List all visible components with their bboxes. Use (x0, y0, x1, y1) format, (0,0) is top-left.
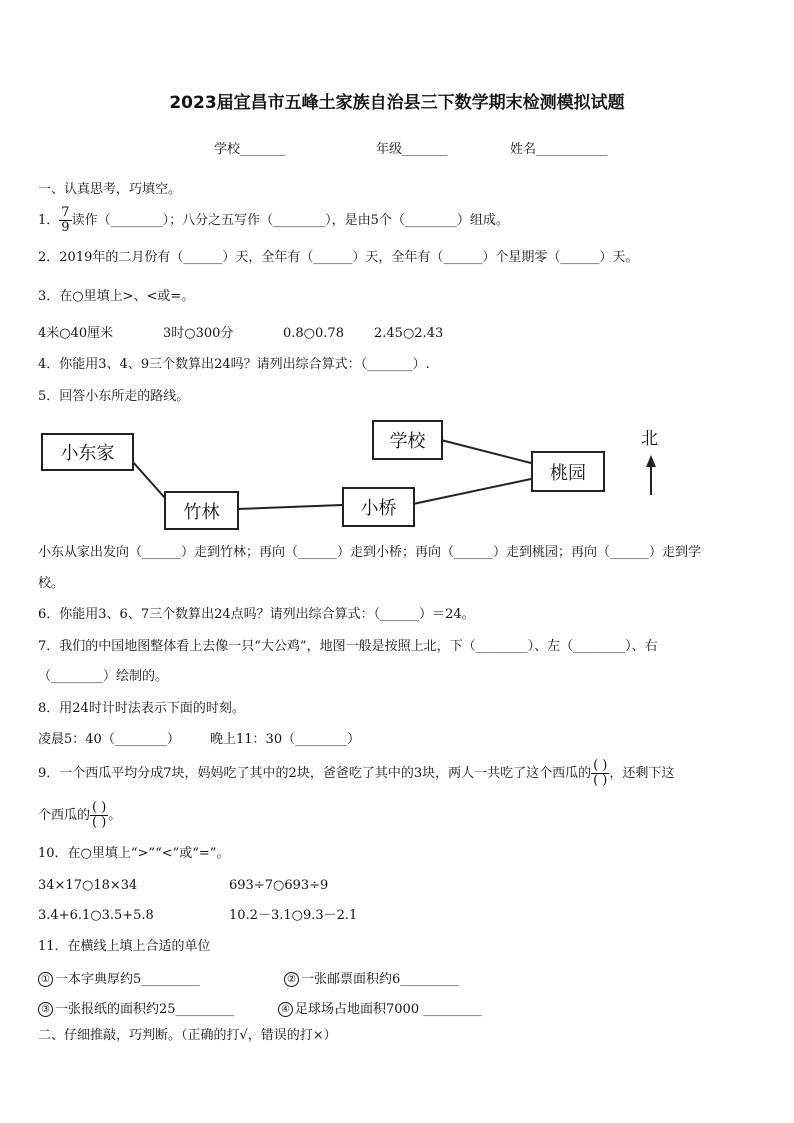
circled-number-4: ④ (278, 1002, 293, 1017)
q11-item-1 (38, 971, 200, 989)
question-2: 2．2019年的二月份有（______）天，全年有（______）天，全年有（______）个星期零（______）天。 (38, 250, 639, 265)
q3-item-4: 2.45○2.43 (374, 326, 444, 341)
q9-text-1: 9．一个西瓜平均分成7块，妈妈吃了其中的2块，爸爸吃了其中的3块，两人一共吃了这个西瓜的 (38, 766, 592, 781)
question-8: 8．用24时计时法表示下面的时刻。 (38, 701, 245, 716)
q9-text-1-end: ，还剩下这 (609, 766, 675, 781)
fraction-blank-eaten (591, 759, 609, 788)
fraction-denominator-blank: ( ) (593, 773, 608, 788)
q11-item-2-text: 一张邮票面积约6_________ (301, 972, 459, 987)
q8-item-b: 晚上11：30（________） (210, 732, 361, 747)
q11-item-1-text: 一本字典厚约5_________ (55, 972, 200, 987)
q10-item-1: 34×17○18×34 (38, 878, 138, 893)
circled-number-2: ② (284, 972, 299, 987)
q9-text-2: 个西瓜的 (38, 808, 91, 823)
q3-item-2: 3时○300分 (163, 326, 234, 341)
q11-item-4 (278, 1001, 482, 1019)
question-1-text: 读作（________）；八分之五写作（________），是由5个（________）组成。 (71, 213, 509, 228)
q3-item-1: 4米○40厘米 (38, 326, 114, 341)
school-field[interactable]: 学校_______ (214, 142, 286, 157)
q11-item-4-text: 足球场占地面积7000 _________ (295, 1002, 482, 1017)
route-home-bamboo (132, 461, 165, 498)
route-bamboo-bridge (237, 505, 342, 509)
fraction-denominator: 9 (61, 220, 70, 235)
map-box-school: 学校 (372, 420, 443, 460)
q11-item-2 (284, 971, 459, 989)
question-7-line-2: （________）绘制的。 (38, 669, 169, 684)
fraction-blank-left (90, 801, 108, 830)
page-title: 2023届宜昌市五峰土家族自治县三下数学期末检测模拟试题 (169, 93, 625, 113)
north-arrow-head (646, 455, 656, 467)
q11-item-3 (38, 1001, 234, 1019)
section-2-heading: 二、仔细推敲，巧判断。（正确的打√，错误的打×） (38, 1028, 337, 1043)
question-9-line-1 (38, 755, 674, 793)
q10-item-2: 693÷7○693÷9 (229, 878, 329, 893)
q8-item-a: 凌晨5：40（________） (38, 732, 180, 747)
fraction-numerator: 7 (61, 205, 70, 220)
fraction-numerator-blank: ( ) (92, 800, 107, 815)
north-label: 北 (641, 429, 658, 449)
route-school-peach (441, 440, 531, 463)
route-bridge-peach (413, 479, 531, 504)
question-6: 6．你能用3、6、7三个数算出24点吗？请列出综合算式：（______）＝24。 (38, 607, 475, 622)
q11-item-3-text: 一张报纸的面积约25_________ (55, 1002, 235, 1017)
question-3: 3．在○里填上>、<或=。 (38, 289, 195, 304)
question-9-line-2 (38, 797, 121, 835)
q9-text-2-end: 。 (108, 808, 122, 823)
q3-item-3: 0.8○0.78 (283, 326, 344, 341)
question-4: 4．你能用3、4、9三个数算出24吗？请列出综合算式：（_______）. (38, 357, 430, 372)
section-1-heading: 一、认真思考，巧填空。 (38, 182, 182, 197)
question-7-line-1: 7．我们的中国地图整体看上去像一只“大公鸡”，地图一般是按照上北，下（________）、左（________）、右 (38, 639, 658, 654)
map-box-home: 小东家 (41, 433, 134, 471)
grade-field[interactable]: 年级_______ (376, 142, 448, 157)
q5-answer-line-2: 校。 (38, 576, 65, 591)
circled-number-1: ① (38, 972, 53, 987)
fraction-numerator-blank: ( ) (593, 758, 608, 773)
question-11: 11．在横线上填上合适的单位 (38, 939, 211, 954)
question-5: 5．回答小东所走的路线。 (38, 389, 190, 404)
q10-item-4: 10.2－3.1○9.3－2.1 (229, 908, 358, 923)
name-field[interactable]: 姓名___________ (510, 142, 608, 157)
question-10: 10．在○里填上“>”“<”或“=”。 (38, 846, 230, 861)
map-box-peach: 桃园 (531, 451, 605, 492)
map-box-bamboo: 竹林 (164, 491, 239, 530)
map-box-bridge: 小桥 (342, 487, 415, 527)
circled-number-3: ③ (38, 1002, 53, 1017)
question-1-number: 1． (38, 213, 60, 228)
q5-answer-line-1: 小东从家出发向（______）走到竹林；再向（______）走到小桥；再向（______）走到桃园；再向（______）走到学 (38, 545, 702, 560)
q10-item-3: 3.4+6.1○3.5+5.8 (38, 908, 154, 923)
fraction-denominator-blank: ( ) (92, 815, 107, 830)
